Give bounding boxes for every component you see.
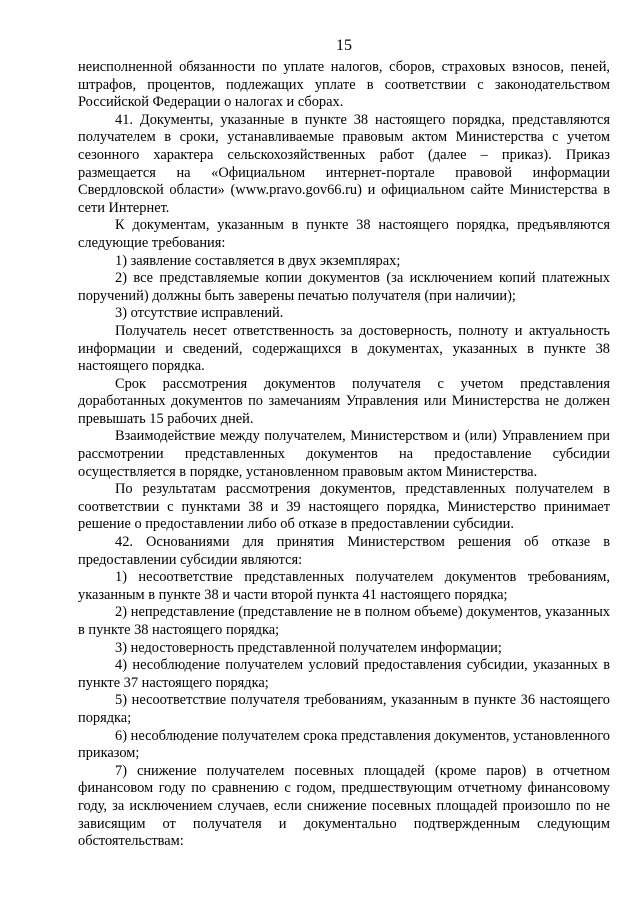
paragraph: 3) недостоверность представленной получателем информации; — [115, 639, 502, 656]
paragraph: 3) отсутствие исправлений. — [115, 305, 284, 322]
paragraph: 41. Документы, указанные в пункте 38 настоящего порядка, представляются получателем в сроки, устанавливаемые правовым актом Министерства с учетом сезонного характера сельскохозяйственных работ (далее – приказ). Приказ размещается на «Официальном интернет-портале правовой информации Свердловской области» (www.pravo.gov66.ru) и официальном сайте Министерства в сети Интернет. — [78, 111, 610, 216]
paragraph: 7) снижение получателем посевных площадей (кроме паров) в отчетном финансовом году по сравнению с годом, предшествующим отчетному финансовому году, за исключением случаев, если снижение посевных площадей произошло по не зависящим от получателя и документально подтвержденным следующим обстоятельствам: — [78, 762, 610, 850]
document-body — [78, 59, 610, 851]
page-number: 15 — [336, 37, 352, 54]
paragraph: По результатам рассмотрения документов, представленных получателем в соответствии с пунктами 38 и 39 настоящего порядка, Министерство принимает решение о предоставлении либо об отказе в предоставлении субсидии. — [78, 481, 610, 533]
paragraph: неисполненной обязанности по уплате налогов, сборов, страховых взносов, пеней, штрафов, процентов, подлежащих уплате в соответствии с законодательством Российской Федерации о налогах и сборах. — [78, 59, 610, 111]
paragraph: 2) непредставление (представление не в полном объеме) документов, указанных в пункте 38 настоящего порядка; — [78, 604, 610, 638]
paragraph: 5) несоответствие получателя требованиям, указанным в пункте 36 настоящего порядка; — [78, 692, 610, 726]
paragraph: 6) несоблюдение получателем срока представления документов, установленного приказом; — [78, 727, 610, 762]
paragraph: Взаимодействие между получателем, Министерством и (или) Управлением при рассмотрении представленных документов на предоставление субсидии осуществляется в порядке, установленном правовым актом Министерства. — [78, 428, 610, 480]
paragraph: Срок рассмотрения документов получателя с учетом представления доработанных документов по замечаниям Управления или Министерства не должен превышать 15 рабочих дней. — [78, 375, 610, 427]
paragraph: 2) все представляемые копии документов (за исключением копий платежных поручений) должны быть заверены печатью получателя (при наличии); — [78, 270, 610, 304]
paragraph: 1) несоответствие представленных получателем документов требованиям, указанным в пункте 38 и части второй пункта 41 настоящего порядка; — [78, 569, 610, 603]
paragraph: 42. Основаниями для принятия Министерством решения об отказе в предоставлении субсидии являются: — [78, 534, 610, 568]
paragraph: 4) несоблюдение получателем условий предоставления субсидии, указанных в пункте 37 настоящего порядка; — [78, 657, 610, 691]
paragraph: 1) заявление составляется в двух экземплярах; — [115, 252, 401, 269]
paragraph: К документам, указанным в пункте 38 настоящего порядка, предъявляются следующие требования: — [78, 217, 610, 251]
paragraph: Получатель несет ответственность за достоверность, полноту и актуальность информации и сведений, содержащихся в документах, указанных в пункте 38 настоящего порядка. — [78, 322, 610, 375]
